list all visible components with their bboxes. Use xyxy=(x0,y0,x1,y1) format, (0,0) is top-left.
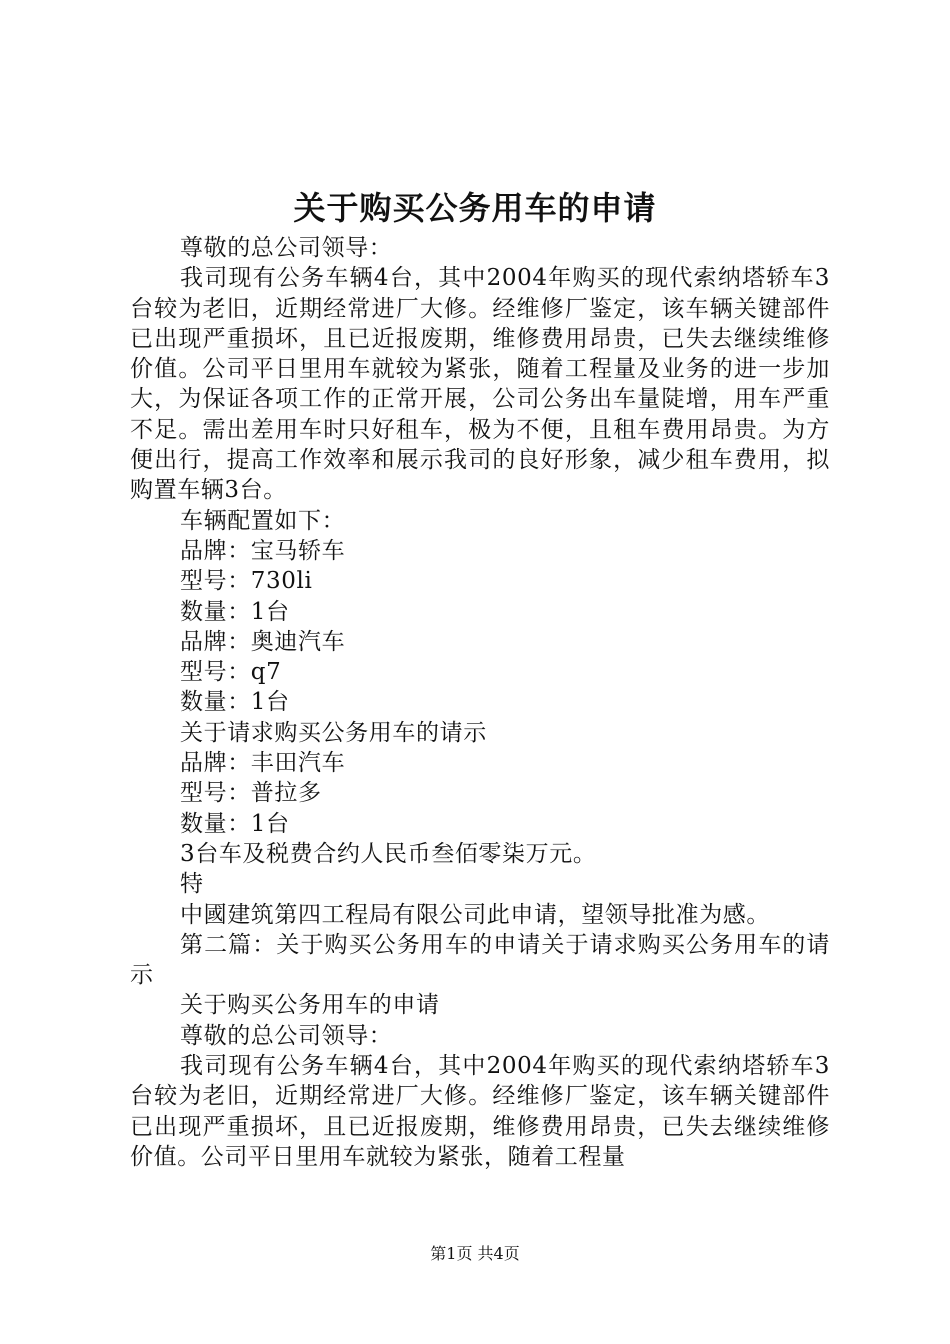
paragraph-model-3: 型号：普拉多 xyxy=(180,780,322,807)
paragraph-total-cost: 3台车及税费合约人民币叁佰零柒万元。 xyxy=(180,840,597,867)
paragraph-request-body: 我司现有公务车辆4台，其中2004年购买的现代索纳塔轿车3台较为老旧，近期经常进厂大修。经维修厂鉴定，该车辆关键部件已出现严重损坏，且已近报废期，维修费用昂贵，已失去继续维修价值。公司平日里用车就较为紧张，随着工程量及业务的进一步加大，为保证各项工作的正常开展，公司公务出车量陡增，用车严重不足。需出差用车时只好租车，极为不便，且租车费用昂贵。为方便出行，提高工作效率和展示我司的良好形象，减少租车费用，拟购置车辆3台。 xyxy=(130,265,830,504)
paragraph-quantity-2: 数量：1台 xyxy=(180,689,290,716)
paragraph-config-heading: 车辆配置如下： xyxy=(180,507,346,534)
paragraph-inserted-heading: 关于请求购买公务用车的请示 xyxy=(180,719,487,746)
paragraph-salutation: 尊敬的总公司领导： xyxy=(180,235,393,261)
document-title: 关于购买公务用车的申请 xyxy=(293,189,657,227)
paragraph-quantity-1: 数量：1台 xyxy=(180,598,290,625)
paragraph-second-title: 关于购买公务用车的申请 xyxy=(180,992,440,1019)
paragraph-second-body: 我司现有公务车辆4台，其中2004年购买的现代索纳塔轿车3台较为老旧，近期经常进厂大修。经维修厂鉴定，该车辆关键部件已出现严重损坏，且已近报废期，维修费用昂贵，已失去继续维修价值。公司平日里用车就较为紧张，随着工程量 xyxy=(130,1053,830,1170)
paragraph-second-article-heading: 第二篇：关于购买公务用车的申请关于请求购买公务用车的请示 xyxy=(130,931,830,989)
paragraph-model-1: 型号：730li xyxy=(180,568,313,595)
paragraph-brand-3: 品牌：丰田汽车 xyxy=(180,750,346,777)
page-number-footer: 第1页 共4页 xyxy=(430,1244,520,1263)
paragraph-second-salutation: 尊敬的总公司领导： xyxy=(180,1022,393,1049)
paragraph-brand-1: 品牌：宝马轿车 xyxy=(180,537,346,564)
paragraph-brand-2: 品牌：奥迪汽车 xyxy=(180,628,346,655)
paragraph-model-2: 型号：q7 xyxy=(180,659,282,686)
paragraph-signoff: 中國建筑第四工程局有限公司此申请，望领导批准为感。 xyxy=(180,901,770,928)
paragraph-quantity-3: 数量：1台 xyxy=(180,810,290,837)
document-body xyxy=(130,233,830,1172)
paragraph-special: 特 xyxy=(180,871,204,898)
